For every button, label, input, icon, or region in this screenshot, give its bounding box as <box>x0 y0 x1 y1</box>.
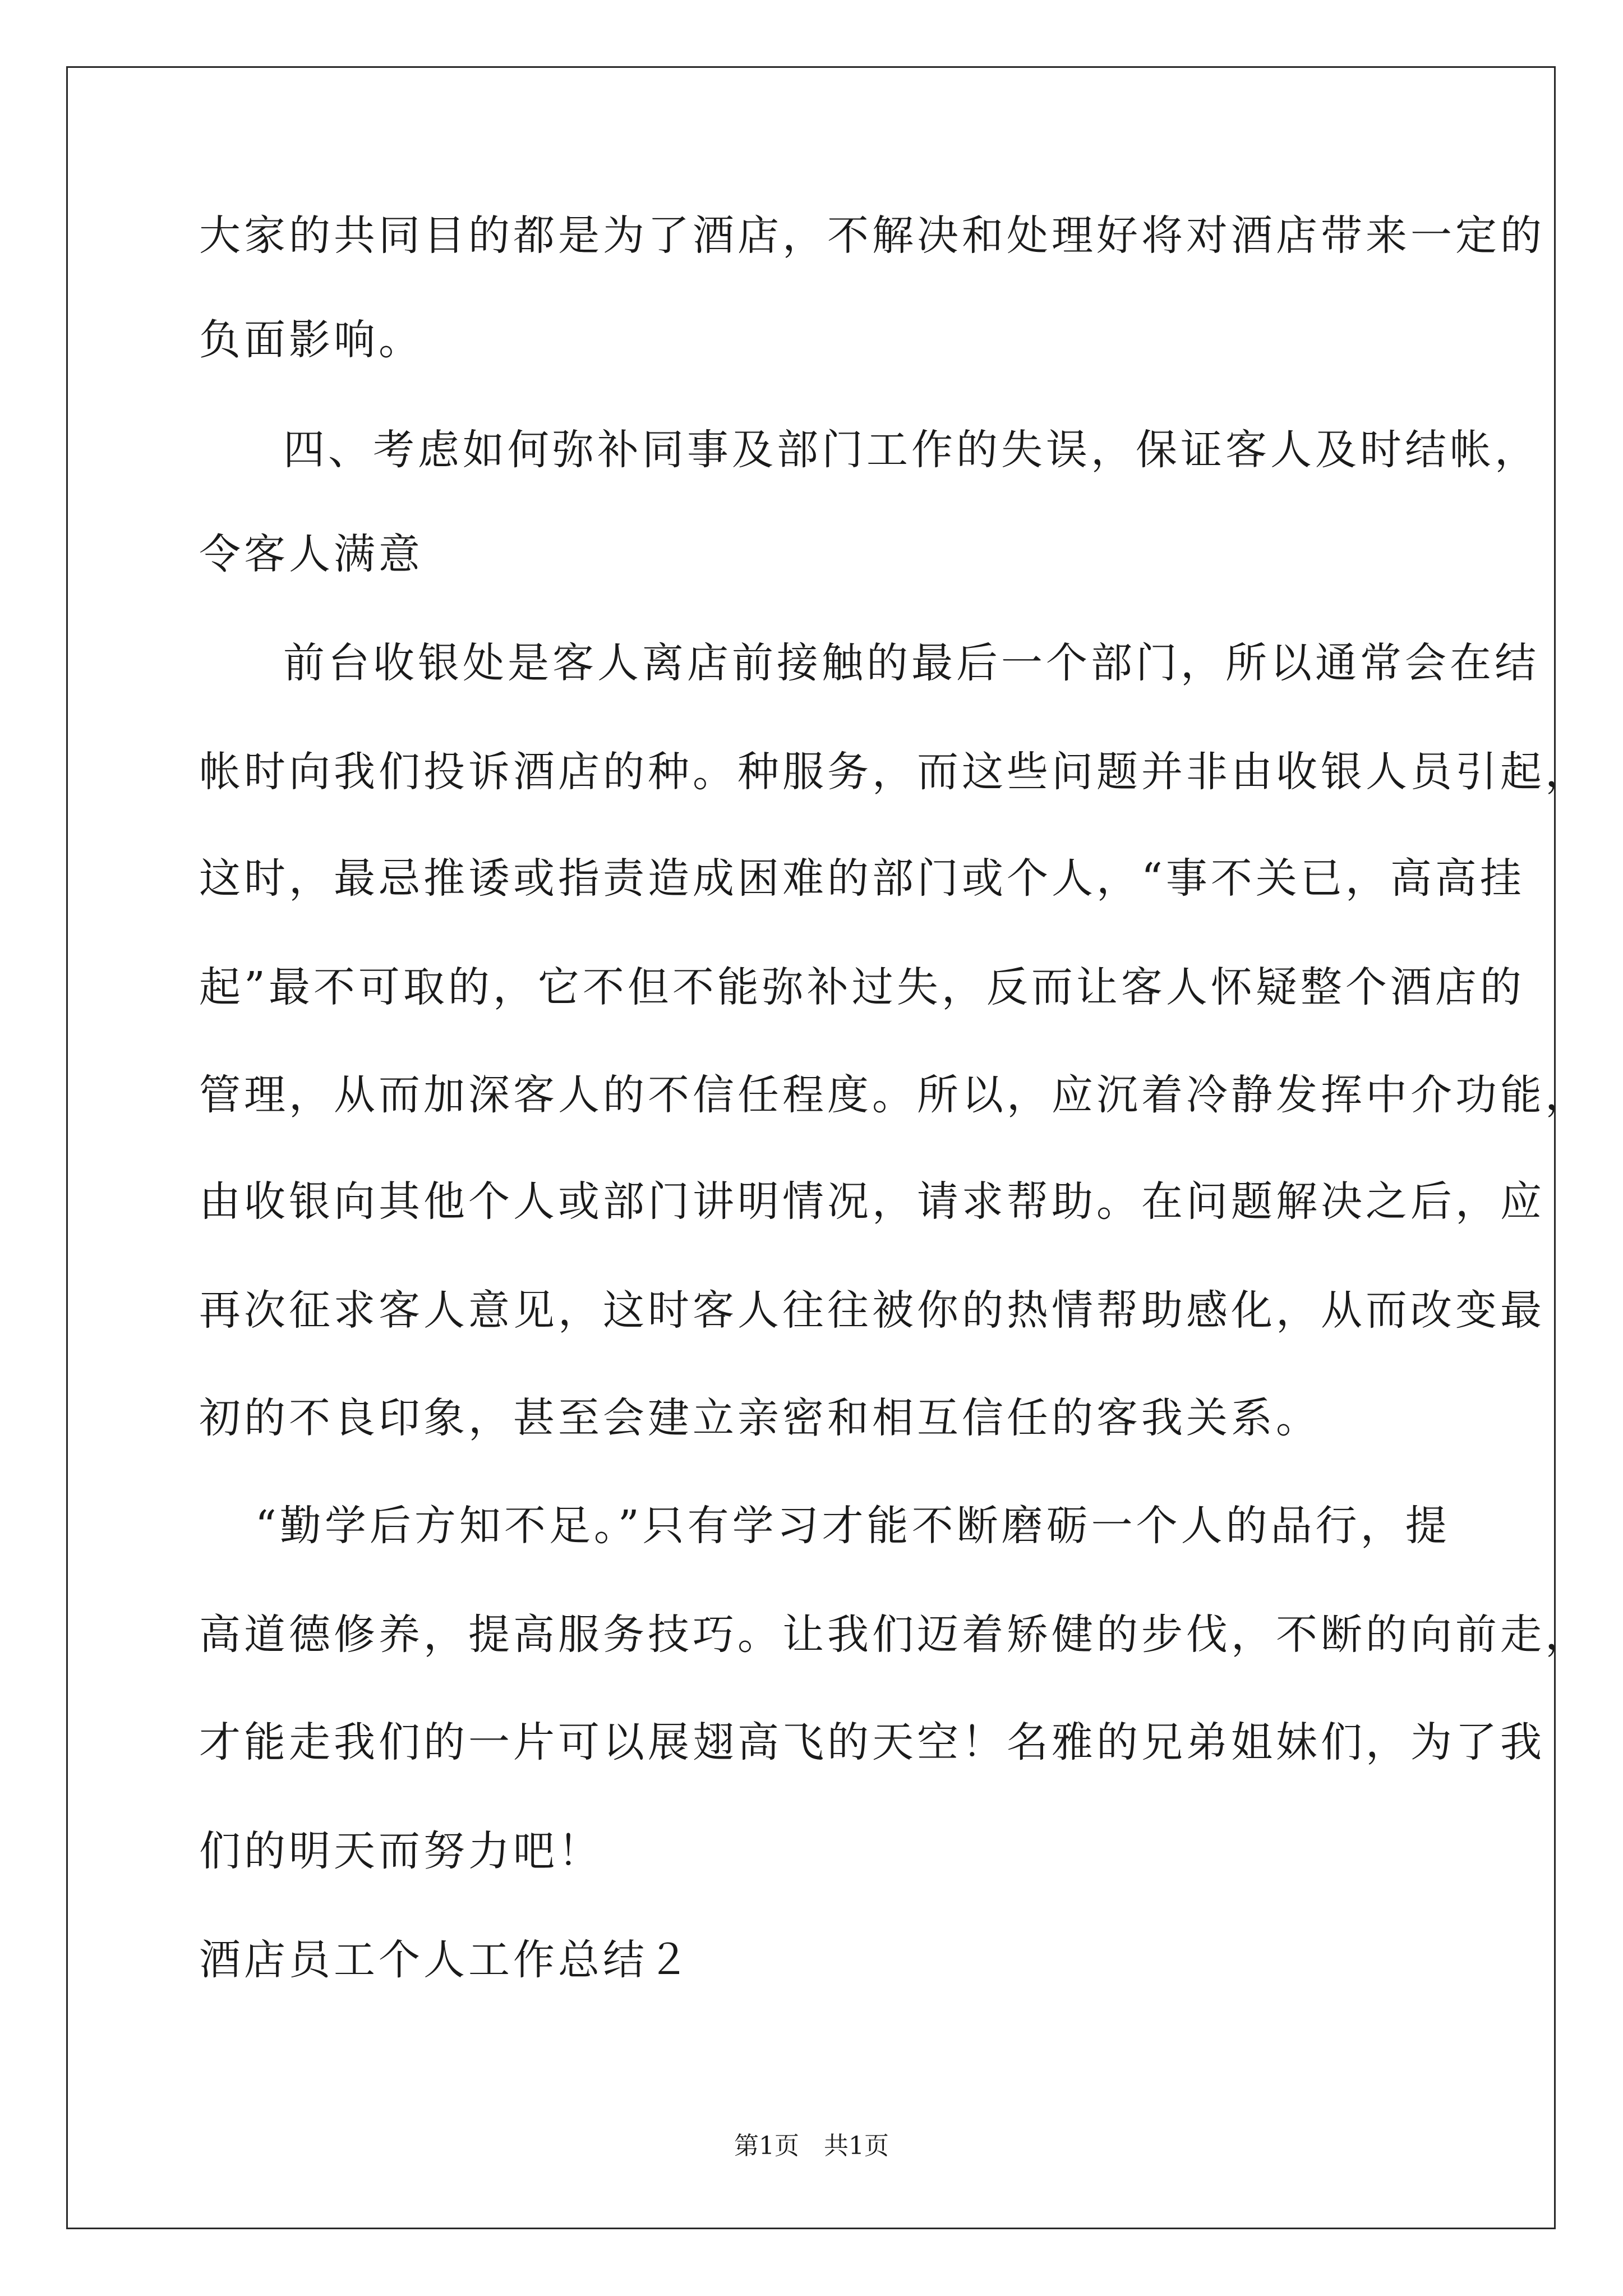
paragraph-line: 们的明天而努力吧！ <box>199 1827 603 1875</box>
paragraph-line: 起”最不可取的，它不但不能弥补过失，反而让客人怀疑整个酒店的 <box>199 963 1525 1011</box>
paragraph-line: 这时，最忌推诿或指责造成困难的部门或个人，“事不关已，高高挂 <box>199 854 1525 903</box>
section-heading-line: 四、考虑如何弥补同事及部门工作的失误，保证客人及时结帐， <box>283 426 1539 474</box>
section-heading-line: 令客人满意 <box>199 530 423 578</box>
paragraph-line: 再次征求客人意见，这时客人往往被你的热情帮助感化，从而改变最 <box>199 1286 1545 1335</box>
paragraph-line: “勤学后方知不足。”只有学习才能不断磨砺一个人的品行，提 <box>255 1502 1450 1550</box>
paragraph-line: 负面影响。 <box>199 316 423 364</box>
paragraph-line: 高道德修养，提高服务技巧。让我们迈着矫健的步伐，不断的向前走， <box>199 1611 1590 1659</box>
paragraph-line: 帐时向我们投诉酒店的种。种服务，而这些问题并非由收银人员引起， <box>199 748 1590 796</box>
document-subtitle: 酒店员工个人工作总结２ <box>199 1936 693 1984</box>
page-number-footer: 第1页 共1页 <box>734 2132 889 2160</box>
paragraph-line: 管理，从而加深客人的不信任程度。所以，应沉着冷静发挥中介功能， <box>199 1071 1590 1119</box>
paragraph-line: 由收银向其他个人或部门讲明情况，请求帮助。在问题解决之后，应 <box>199 1177 1545 1226</box>
paragraph-line: 初的不良印象，甚至会建立亲密和相互信任的客我关系。 <box>199 1394 1321 1442</box>
paragraph-line: 大家的共同目的都是为了酒店，不解决和处理好将对酒店带来一定的 <box>199 211 1545 260</box>
page-border <box>66 66 1556 2229</box>
paragraph-line: 前台收银处是客人离店前接触的最后一个部门，所以通常会在结 <box>283 639 1539 687</box>
paragraph-line: 才能走我们的一片可以展翅高飞的天空！名雅的兄弟姐妹们，为了我 <box>199 1718 1545 1766</box>
